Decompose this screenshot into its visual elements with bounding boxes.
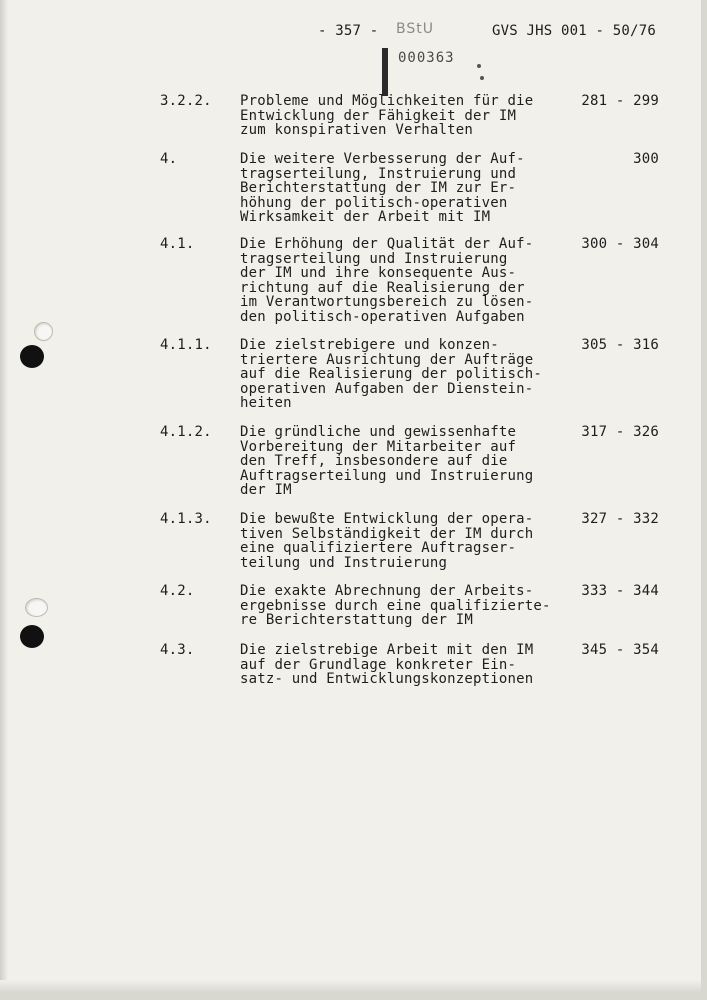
toc-entry-line: tragserteilung, Instruierung und [240, 165, 517, 182]
toc-entry-pages: 281 - 299 [581, 93, 659, 109]
toc-entry-title [240, 425, 560, 498]
toc-entry-line: operativen Aufgaben der Dienstein- [240, 380, 534, 397]
toc-entry-pages: 345 - 354 [581, 642, 659, 658]
toc-entry-line: Wirksamkeit der Arbeit mit IM [240, 209, 491, 226]
toc-entry-number: 4.3. [160, 642, 195, 658]
toc-entry-pages: 327 - 332 [581, 511, 659, 527]
toc-entry-number: 4.1. [160, 236, 195, 252]
toc-entry-line: ergebnisse durch eine qualifizierte- [240, 597, 551, 614]
toc-entry-line: der IM und ihre konsequente Aus- [240, 265, 517, 282]
toc-entry-number: 3.2.2. [160, 93, 212, 109]
toc-entry-title [240, 152, 560, 225]
toc-entry-line: den Treff, insbesondere auf die [240, 453, 508, 470]
punch-hole-mark [25, 598, 48, 617]
stamp-number: 000363 [398, 50, 455, 66]
punch-hole-mark [20, 625, 44, 648]
toc-entry-line: auf der Grundlage konkreter Ein- [240, 656, 517, 673]
toc-entry-line: den politisch-operativen Aufgaben [240, 308, 525, 325]
toc-entry-line: Die Erhöhung der Qualität der Auf- [240, 236, 534, 252]
toc-entry-line: Probleme und Möglichkeiten für die [240, 93, 534, 109]
stamp-dot-mark [480, 76, 484, 80]
toc-entry-number: 4. [160, 151, 178, 167]
stamp-dot-mark [477, 64, 481, 68]
toc-entry-title [240, 94, 560, 138]
toc-entry-line: der IM [240, 482, 292, 499]
toc-entry-title [240, 584, 560, 628]
toc-entry-line: Die bewußte Entwicklung der opera- [240, 511, 534, 527]
toc-entry-number: 4.2. [160, 583, 195, 599]
toc-entry-line: eine qualifiziertere Auftragser- [240, 540, 517, 557]
toc-entry-line: triertere Ausrichtung der Aufträge [240, 351, 534, 368]
page-edge-shadow [0, 0, 8, 992]
toc-entry-line: teilung und Instruierung [240, 554, 448, 571]
toc-entry-title [240, 338, 560, 411]
toc-entry-pages: 300 - 304 [581, 236, 659, 252]
toc-entry-title [240, 643, 560, 687]
toc-entry-number: 4.1.1. [160, 337, 212, 353]
toc-entry-line: tragserteilung und Instruierung [240, 250, 508, 267]
toc-entry-pages: 300 [633, 151, 659, 167]
archive-stamp [376, 18, 484, 88]
toc-entry-line: Die zielstrebigere und konzen- [240, 337, 499, 353]
toc-entry-line: zum konspirativen Verhalten [240, 122, 473, 139]
toc-entry-line: auf die Realisierung der politisch- [240, 366, 543, 383]
toc-entry-line: Die zielstrebige Arbeit mit den IM [240, 642, 534, 658]
toc-entry-line: Berichterstattung der IM zur Er- [240, 180, 517, 197]
toc-entry-line: satz- und Entwicklungskonzeptionen [240, 671, 534, 688]
stamp-agency: BStU [396, 21, 434, 37]
toc-entry-line: Die weitere Verbesserung der Auf- [240, 151, 525, 167]
page-bottom-edge [0, 980, 701, 992]
toc-entry-title [240, 512, 560, 570]
toc-entry-line: höhung der politisch-operativen [240, 194, 508, 211]
toc-entry-line: Entwicklung der Fähigkeit der IM [240, 107, 517, 124]
toc-entry-number: 4.1.3. [160, 511, 212, 527]
toc-entry-line: heiten [240, 395, 292, 412]
punch-hole-mark [34, 322, 53, 341]
toc-entry-title [240, 237, 560, 325]
toc-entry-pages: 317 - 326 [581, 424, 659, 440]
toc-entry-pages: 305 - 316 [581, 337, 659, 353]
toc-entry-line: Die gründliche und gewissenhafte [240, 424, 517, 440]
toc-entry-line: tiven Selbständigkeit der IM durch [240, 525, 534, 542]
toc-entry-line: im Verantwortungsbereich zu lösen- [240, 294, 534, 311]
page-number: - 357 - [318, 23, 379, 39]
toc-entry-line: Die exakte Abrechnung der Arbeits- [240, 583, 534, 599]
toc-entry-pages: 333 - 344 [581, 583, 659, 599]
document-reference: GVS JHS 001 - 50/76 [492, 23, 656, 39]
punch-hole-mark [20, 345, 44, 368]
toc-entry-line: Auftragserteilung und Instruierung [240, 467, 534, 484]
toc-entry-line: richtung auf die Realisierung der [240, 279, 525, 296]
stamp-bar-mark [382, 48, 388, 96]
toc-entry-line: re Berichterstattung der IM [240, 612, 473, 629]
toc-entry-line: Vorbereitung der Mitarbeiter auf [240, 438, 517, 455]
toc-entry-number: 4.1.2. [160, 424, 212, 440]
